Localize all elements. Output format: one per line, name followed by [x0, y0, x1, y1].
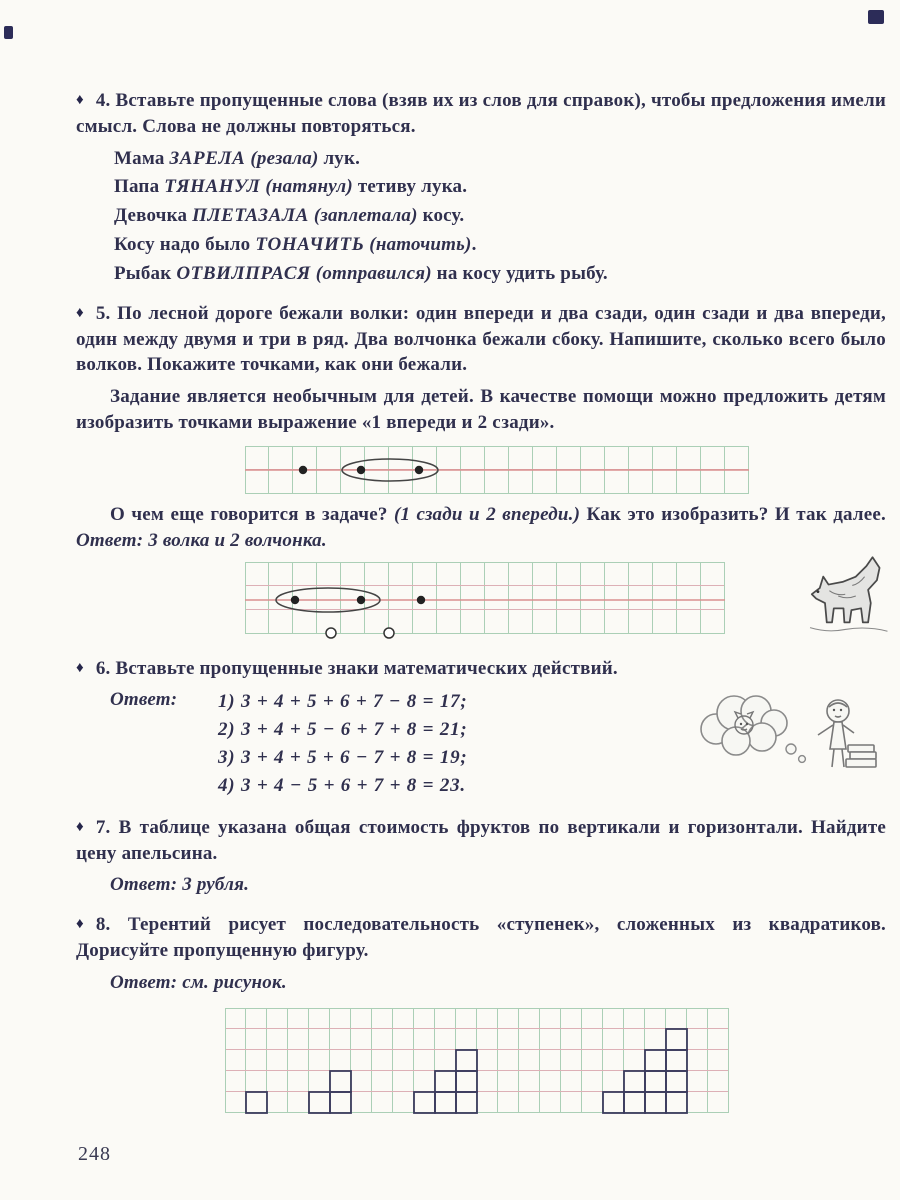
exercise-4-title-text: 4. Вставьте пропущенные слова (взяв их из слов для справок), чтобы предложения имели смысл. Слова не должны повторяться.: [76, 90, 886, 137]
wolf-dot: [357, 466, 365, 474]
exercise-8-title: [76, 912, 886, 964]
answer-label: Ответ:: [110, 689, 178, 711]
inserted-word: ТЯНАНУЛ: [164, 176, 261, 198]
correct-word-hint: (резала): [245, 147, 319, 169]
sentence-2: [114, 174, 886, 200]
wolf-cub-circle: [326, 628, 336, 638]
wolves-dots-grid-2: [245, 562, 725, 642]
scan-artifact-top-left: [4, 26, 13, 39]
wolf-illustration: [803, 548, 891, 644]
exercise-7: [76, 815, 886, 898]
wolves-dots-grid-1: [245, 446, 749, 494]
exercise-5-answer: Ответ: 3 волка и 2 волчонка.: [76, 529, 327, 551]
exercise-4-sentences: [114, 146, 886, 287]
sentence-text: Девочка: [114, 205, 193, 227]
exercise-6: [76, 656, 886, 801]
equation-3: 3) 3 + 4 + 5 + 6 − 7 + 8 = 19;: [218, 747, 468, 769]
diamond-bullet-icon: ♦: [76, 659, 84, 676]
equation-1: 1) 3 + 4 + 5 + 6 + 7 − 8 = 17;: [218, 691, 468, 713]
sentence-text: Папа: [114, 176, 165, 198]
inserted-word: ОТВИЛПРАСЯ: [176, 262, 311, 284]
wolf-dot: [291, 595, 299, 603]
exercise-4-title: [76, 88, 886, 140]
question-hint: (1 сзади и 2 впереди.): [393, 503, 581, 525]
wolf-dot: [299, 466, 307, 474]
sentence-text: Мама: [114, 147, 170, 169]
wolf-cub-circle: [384, 628, 394, 638]
diamond-bullet-icon: ♦: [76, 92, 84, 108]
exercise-7-answer: Ответ: 3 рубля.: [110, 874, 250, 896]
wolf-dot: [357, 595, 365, 603]
exercise-5-title: [76, 301, 886, 378]
exercise-5-note: Задание является необычным для детей. В качестве помощи можно предложить детям изобразить точками выражение «1 впереди и 2 сзади».: [76, 386, 886, 434]
exercise-5-question: [76, 502, 886, 554]
exercise-8: [76, 912, 886, 1113]
correct-word-hint: (заплетала): [308, 205, 418, 227]
thinking-characters-illustration: [688, 683, 888, 783]
exercise-6-title-text: 6. Вставьте пропущенные знаки математических действий.: [95, 657, 618, 679]
exercise-7-title: [76, 815, 886, 867]
question-text: О чем еще говорится в задаче?: [110, 503, 394, 525]
wolf-dot: [415, 466, 423, 474]
exercise-4: [76, 88, 886, 287]
sentence-text: Косу надо было: [114, 234, 256, 256]
sentence-4: [114, 232, 886, 258]
inserted-word: ПЛЕТАЗАЛА: [192, 205, 309, 227]
equation-2: 2) 3 + 4 + 5 − 6 + 7 + 8 = 21;: [218, 719, 468, 741]
equations-list: [218, 687, 468, 800]
equation-4: 4) 3 + 4 − 5 + 6 + 7 + 8 = 23.: [218, 774, 466, 796]
sentence-1: [114, 146, 886, 172]
exercise-6-title: [76, 656, 886, 682]
exercise-8-title-text: 8. Терентий рисует последовательность «ступенек», сложенных из квадратиков. Дорисуйте пропущенную фигуру.: [76, 914, 886, 962]
staircase-grid: [225, 1008, 729, 1114]
diamond-bullet-icon: ♦: [76, 916, 84, 933]
sentence-text: лук.: [318, 147, 361, 169]
staircase-grid-wrap: [225, 1008, 886, 1114]
exercise-5: [76, 301, 886, 642]
sentence-text: .: [471, 234, 477, 256]
sentence-3: [114, 203, 886, 229]
sentence-text: на косу удить рыбу.: [431, 262, 608, 284]
scan-artifact-top-right: [868, 10, 884, 24]
sentence-text: косу.: [417, 205, 465, 227]
inserted-word: ЗАРЕЛА: [169, 147, 246, 169]
dots-grid-1-wrap: [245, 446, 765, 494]
exercise-8-answer: Ответ: см. рисунок.: [110, 971, 287, 993]
correct-word-hint: (отправился): [310, 262, 432, 284]
sentence-text: Рыбак: [114, 262, 177, 284]
exercise-6-answers: [110, 687, 886, 800]
question-text: Как это изобразить? И так далее.: [580, 503, 886, 525]
diamond-bullet-icon: ♦: [76, 304, 84, 321]
correct-word-hint: (натянул): [260, 176, 353, 198]
inserted-word: ТОНАЧИТЬ: [255, 234, 365, 256]
exercise-5-title-text: 5. По лесной дороге бежали волки: один впереди и два сзади, один сзади и два впереди, один между двумя и три в ряд. Два волчонка бежали сбоку. Напишите, сколько всего было волков. Покажите точками, как они бежали.: [76, 302, 886, 376]
sentence-text: тетиву лука.: [352, 176, 468, 198]
correct-word-hint: (наточить): [364, 234, 472, 256]
wolf-dot: [417, 595, 425, 603]
sentence-5: [114, 261, 886, 287]
exercise-7-title-text: 7. В таблице указана общая стоимость фруктов по вертикали и горизонтали. Найдите цену апельсина.: [76, 816, 886, 864]
page-number: 248: [78, 1142, 111, 1165]
dots-grid-2-wrap: [245, 562, 765, 642]
diamond-bullet-icon: ♦: [76, 818, 84, 835]
